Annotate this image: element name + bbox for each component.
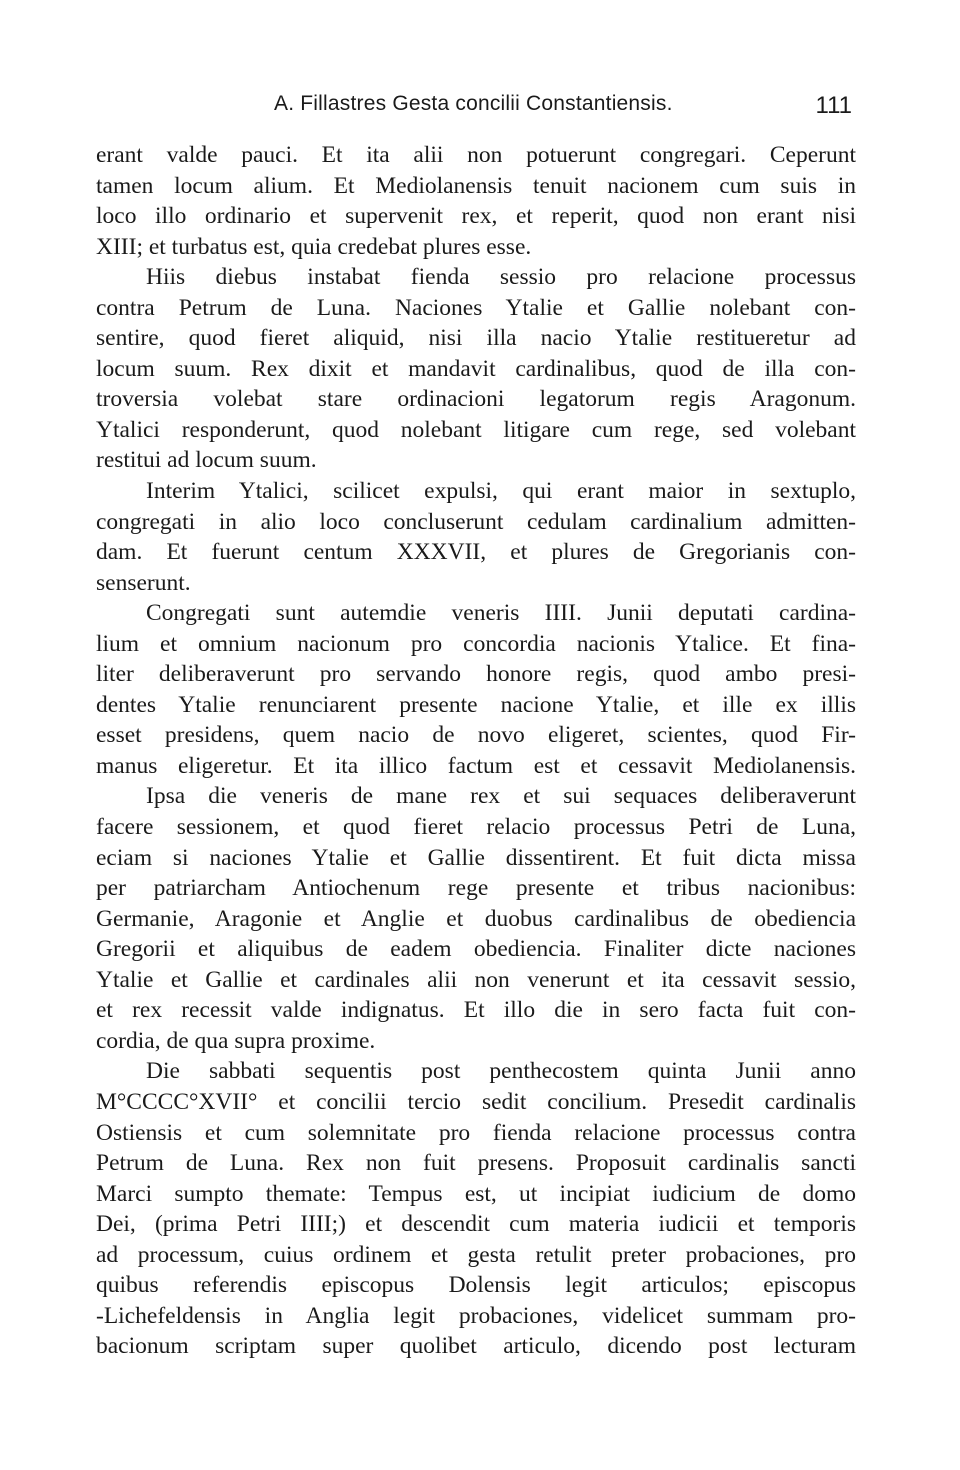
text-line: per patriarcham Antiochenum rege presente et tribus nacionibus:	[96, 875, 856, 902]
text-line: XIII; et turbatus est, quia credebat plures esse.	[96, 233, 532, 260]
text-line: quibus referendis episcopus Dolensis legit articulos; episcopus	[96, 1272, 856, 1299]
text-line: esset presidens, quem nacio de novo eligeret, scientes, quod Fir-	[96, 722, 856, 749]
text-line: senserunt.	[96, 569, 191, 596]
page-number: 111	[815, 92, 852, 119]
text-line: -Lichefeldensis in Anglia legit probaciones, videlicet summam pro-	[96, 1302, 856, 1329]
text-line: cordia, de qua supra proxime.	[96, 1027, 376, 1054]
text-line: sentire, quod fieret aliquid, nisi illa nacio Ytalie restitueretur ad	[96, 325, 856, 352]
text-line: Hiis diebus instabat fienda sessio pro relacione processus	[146, 264, 856, 291]
text-line: liter deliberaverunt pro servando honore regis, quod ambo presi-	[96, 661, 856, 688]
text-line: dam. Et fuerunt centum XXXVII, et plures de Gregorianis con-	[96, 539, 856, 566]
text-line: Marci sumpto themate: Tempus est, ut incipiat iudicium de domo	[96, 1180, 856, 1207]
text-line: Gregorii et aliquibus de eadem obediencia. Finaliter dicte naciones	[96, 936, 856, 963]
text-line: locum suum. Rex dixit et mandavit cardinalibus, quod de illa con-	[96, 355, 856, 382]
text-line: Ostiensis et cum solemnitate pro fienda relacione processus contra	[96, 1119, 856, 1146]
body-text	[96, 140, 856, 1362]
text-line: congregati in alio loco concluserunt cedulam cardinalium admitten-	[96, 508, 856, 535]
text-line: tamen locum alium. Et Mediolanensis tenuit nacionem cum suis in	[96, 172, 856, 199]
text-line: M°CCCC°XVII° et concilii tercio sedit concilium. Presedit cardinalis	[96, 1088, 856, 1115]
text-line: ad processum, cuius ordinem et gesta retulit preter probaciones, pro	[96, 1241, 856, 1268]
text-line: Germanie, Aragonie et Anglie et duobus cardinalibus de obediencia	[96, 905, 856, 932]
running-head: A. Fillastres Gesta concilii Constantiensis.	[274, 92, 673, 115]
text-line: Congregati sunt autemdie veneris IIII. Junii deputati cardina-	[146, 600, 856, 627]
text-line: et rex recessit valde indignatus. Et illo die in sero facta fuit con-	[96, 997, 856, 1024]
text-line: Ipsa die veneris de mane rex et sui sequaces deliberaverunt	[146, 783, 856, 810]
text-line: eciam si naciones Ytalie et Gallie dissentirent. Et fuit dicta missa	[96, 844, 856, 871]
text-line: Petrum de Luna. Rex non fuit presens. Proposuit cardinalis sancti	[96, 1150, 856, 1177]
text-line: contra Petrum de Luna. Naciones Ytalie et Gallie nolebant con-	[96, 294, 856, 321]
text-line: manus eligeretur. Et ita illico factum est et cessavit Mediolanensis.	[96, 752, 856, 779]
text-line: bacionum scriptam super quolibet articulo, dicendo post lecturam	[96, 1333, 856, 1360]
page-header	[96, 88, 852, 128]
text-line: erant valde pauci. Et ita alii non potuerunt congregari. Ceperunt	[96, 142, 856, 168]
text-line: Dei, (prima Petri IIII;) et descendit cum materia iudicii et temporis	[96, 1211, 856, 1238]
text-line: facere sessionem, et quod fieret relacio processus Petri de Luna,	[96, 814, 856, 841]
text-line: restitui ad locum suum.	[96, 447, 317, 474]
text-line: lium et omnium nacionum pro concordia nacionis Ytalice. Et fina-	[96, 630, 856, 657]
text-line: Ytalici responderunt, quod nolebant litigare cum rege, sed volebant	[96, 416, 856, 443]
text-line: Interim Ytalici, scilicet expulsi, qui erant maior in sextuplo,	[146, 478, 856, 505]
text-line: loco illo ordinario et supervenit rex, et reperit, quod non erant nisi	[96, 203, 856, 230]
text-line: troversia volebat stare ordinacioni legatorum regis Aragonum.	[96, 386, 856, 413]
text-line: Die sabbati sequentis post penthecostem quinta Junii anno	[146, 1058, 856, 1085]
text-line: Ytalie et Gallie et cardinales alii non venerunt et ita cessavit sessio,	[96, 966, 856, 993]
text-line: dentes Ytalie renunciarent presente nacione Ytalie, et ille ex illis	[96, 691, 856, 718]
